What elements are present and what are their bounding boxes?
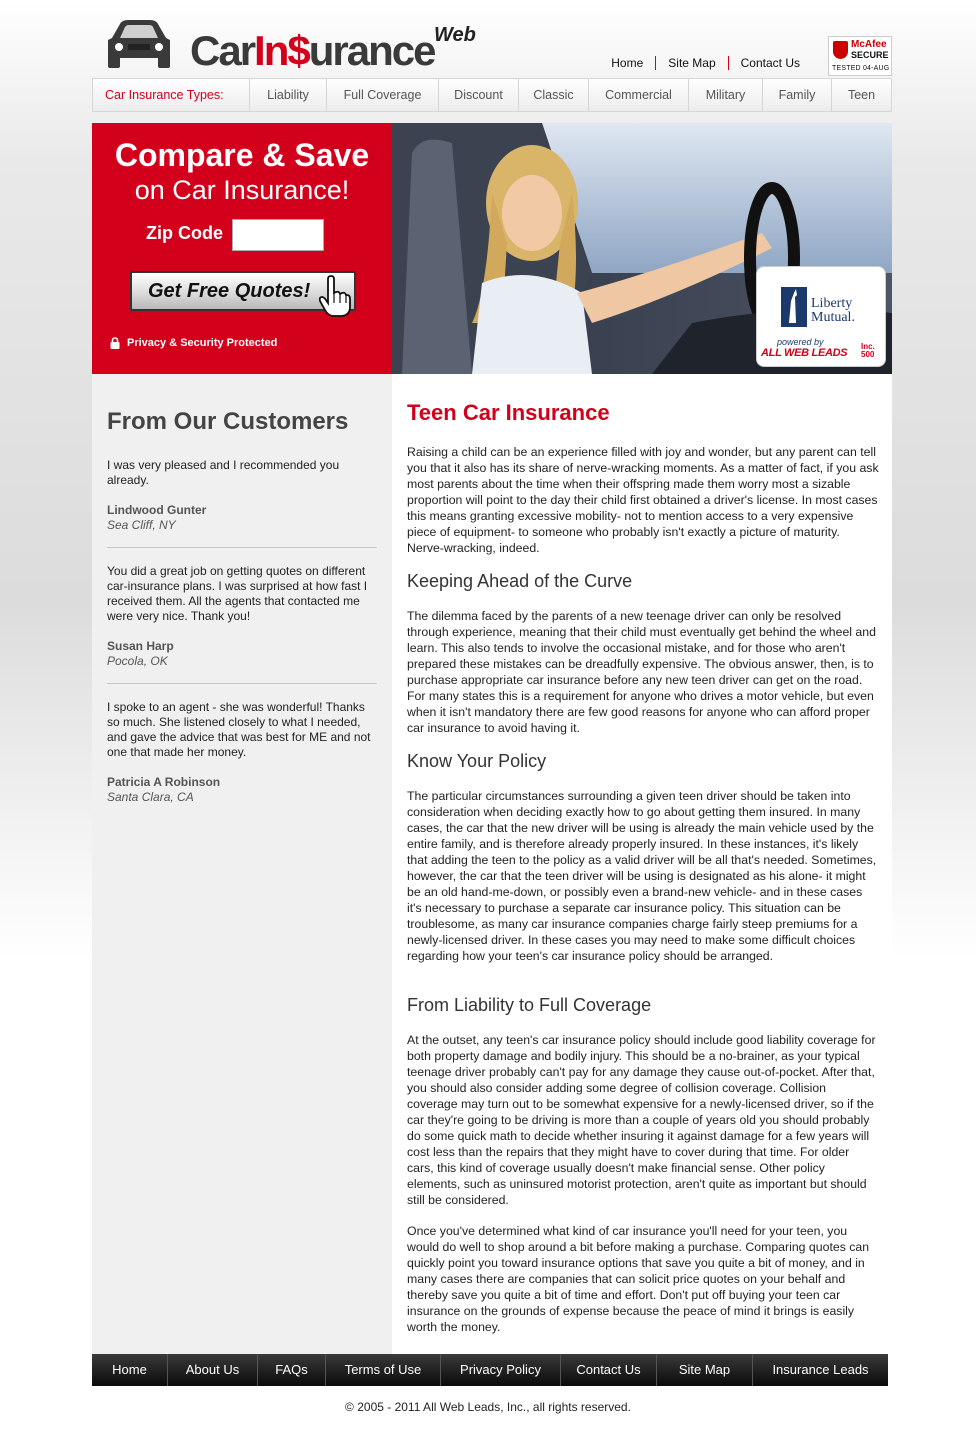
closing-paragraph: Once you've determined what kind of car insurance you'll need for your teen, you would do well to shop around a bit before making a purchase. Comparing quotes can quickly point you toward insurance options that save you quite a bit of money, and in many cases there are companies that can solicit price quotes on your behalf and thereby save you quite a bit of time and effort. Don't put off buying your teen car insurance on the grounds of expense because the peace of mind it brings is easily worth the money. bbox=[407, 1224, 870, 1334]
footer-link-terms-of-use[interactable]: Terms of Use bbox=[325, 1354, 440, 1386]
page-title: Teen Car Insurance bbox=[407, 400, 610, 425]
testimonial-location: Sea Cliff, NY bbox=[107, 518, 176, 532]
mcafee-secure-badge[interactable] bbox=[828, 36, 892, 76]
type-family[interactable]: Family bbox=[762, 78, 831, 112]
testimonial-name: Patricia A Robinson bbox=[107, 775, 221, 789]
sidebar-title: From Our Customers bbox=[107, 408, 349, 435]
pointer-hand-icon bbox=[318, 275, 352, 317]
top-link-home[interactable]: Home bbox=[611, 56, 644, 70]
zip-code-input[interactable] bbox=[232, 219, 324, 251]
car-logo-icon bbox=[104, 18, 174, 70]
promo-subtitle: on Car Insurance! bbox=[134, 175, 350, 205]
get-free-quotes-button[interactable]: Get Free Quotes! bbox=[130, 271, 356, 311]
footer-link-faqs[interactable]: FAQs bbox=[257, 1354, 325, 1386]
inc-500-text: Inc. 500 bbox=[861, 342, 875, 359]
section-heading: Keeping Ahead of the Curve bbox=[407, 571, 633, 591]
testimonial bbox=[107, 458, 377, 533]
testimonial-quote: You did a great job on getting quotes on different car-insurance plans. I was surprised at how fast I received them. All the agents that contacted me were very nice. Thank you! bbox=[107, 564, 368, 623]
main-content bbox=[392, 374, 892, 1354]
mcafee-line2: SECURE bbox=[851, 50, 889, 60]
zip-code-label: Zip Code bbox=[146, 223, 223, 243]
privacy-text: Privacy & Security Protected bbox=[127, 337, 278, 349]
testimonial-quote: I was very pleased and I recommended you already. bbox=[107, 458, 340, 487]
logo-wordmark: CarIn$urance bbox=[190, 27, 435, 74]
footer-link-contact-us[interactable]: Contact Us bbox=[560, 1354, 656, 1386]
footer-link-insurance-leads[interactable]: Insurance Leads bbox=[752, 1354, 888, 1386]
promo-title: Compare & Save bbox=[114, 137, 370, 173]
logo-web-text: Web bbox=[434, 24, 476, 46]
type-classic[interactable]: Classic bbox=[518, 78, 588, 112]
testimonial-name: Susan Harp bbox=[107, 639, 174, 653]
customer-testimonials-sidebar bbox=[92, 374, 392, 1354]
powered-by-text: powered by bbox=[777, 337, 824, 347]
top-link-site-map[interactable]: Site Map bbox=[655, 56, 727, 70]
site-logo[interactable] bbox=[104, 14, 474, 74]
type-discount[interactable]: Discount bbox=[438, 78, 518, 112]
site-header bbox=[92, 0, 892, 78]
footer-link-about-us[interactable]: About Us bbox=[167, 1354, 257, 1386]
insurance-types-nav bbox=[92, 78, 892, 112]
type-commercial[interactable]: Commercial bbox=[588, 78, 688, 112]
testimonial bbox=[107, 564, 377, 669]
section-heading: From Liability to Full Coverage bbox=[407, 995, 652, 1015]
lock-icon bbox=[110, 337, 120, 349]
mcafee-line1: McAfee bbox=[851, 39, 887, 50]
testimonial-divider bbox=[107, 683, 377, 684]
top-links bbox=[599, 56, 812, 70]
type-full-coverage[interactable]: Full Coverage bbox=[326, 78, 438, 112]
mcafee-shield-icon bbox=[833, 41, 848, 59]
footer-link-privacy-policy[interactable]: Privacy Policy bbox=[440, 1354, 560, 1386]
insurance-types-label: Car Insurance Types: bbox=[105, 88, 224, 102]
liberty-mutual-badge[interactable] bbox=[756, 266, 886, 367]
liberty-mutual-text: Liberty Mutual. bbox=[811, 296, 855, 325]
testimonial-location: Santa Clara, CA bbox=[107, 790, 194, 804]
footer-nav bbox=[92, 1354, 888, 1386]
testimonial-quote: I spoke to an agent - she was wonderful! Thanks so much. She listened closely to what I needed, and gave the advice that was best for ME and not one that made her money. bbox=[107, 700, 371, 759]
section-heading: Know Your Policy bbox=[407, 751, 547, 771]
testimonial-name: Lindwood Gunter bbox=[107, 503, 207, 517]
testimonial-divider bbox=[107, 547, 377, 548]
footer-link-home[interactable]: Home bbox=[112, 1362, 147, 1377]
type-liability[interactable]: Liability bbox=[249, 78, 326, 112]
testimonial bbox=[107, 700, 377, 805]
section-paragraph: The particular circumstances surrounding a given teen driver should be taken into consideration when deciding exactly how to go about getting them insured. In many cases, the car that the new driver will be using is already the main vehicle used by the entire family, and is therefore already properly insured. In these instances, it's likely that adding the teen to the policy as a valid driver will be all that's needed. Sometimes, however, the car that the teen driver will be using is designated as his alone- it might be an old hand-me-down, or possibly even a brand-new vehicle- and in these cases it's necessary to purchase a separate car insurance policy. This situation can be troublesome, as many car insurance companies charge fairly steep premiums for a newly-licensed driver. In these cases you may need to make some difficult choices regarding how your teen's car insurance policy should be arranged. bbox=[407, 789, 877, 963]
all-web-leads-text: ALL WEB LEADS bbox=[761, 347, 848, 359]
privacy-notice bbox=[110, 337, 277, 349]
hero-photo-teen-driver bbox=[392, 123, 892, 374]
quote-form-panel bbox=[92, 123, 392, 374]
type-teen[interactable]: Teen bbox=[831, 78, 891, 112]
intro-paragraph: Raising a child can be an experience filled with joy and wonder, but any parent can tell you that it also has its share of nerve-wracking moments. As a matter of fact, if you ask most parents about the time when their offspring made them worry most a sizable proportion will point to the day their child first obtained a driver's license. In most cases this means granting excessive mobility- not to mention access to a very expensive piece of equipment- to someone who probably isn't exactly a picture of maturity. Nerve-wracking, indeed. bbox=[407, 445, 879, 555]
top-link-contact-us[interactable]: Contact Us bbox=[728, 56, 812, 70]
statue-of-liberty-icon bbox=[781, 287, 807, 327]
copyright-text: © 2005 - 2011 All Web Leads, Inc., all rights reserved. bbox=[345, 1400, 631, 1414]
mcafee-tested: TESTED 04-AUG bbox=[832, 65, 890, 72]
footer-link-site-map[interactable]: Site Map bbox=[656, 1354, 752, 1386]
section-paragraph: At the outset, any teen's car insurance policy should include good liability coverage for both property damage and bodily injury. This should be a no-brainer, as your typical teenage driver probably can't pay for any damage they cause out-of-pocket. After that, you should also consider adding some degree of collision coverage. Collision coverage may turn out to be somewhat expensive for a newly-licensed driver, so if the car they're going to be driving is more than a couple of years old you should probably do some quick math to decide whether insuring it against damage for a few years will cost less than the repairs that they might have to cover during that time. For older cars, this kind of coverage usually doesn't make financial sense. Other policy elements, such as uninsured motorist protection, aren't quite as important but should still be considered. bbox=[407, 1033, 876, 1207]
section-paragraph: The dilemma faced by the parents of a new teenage driver can only be resolved through experience, meaning that their child must eventually get behind the wheel and learn. This also tends to involve the occasional mistake, and for those who aren't prepared these mistakes can be dreadfully expensive. The obvious answer, then, is to purchase appropriate car insurance before any new teen driver can get on the road. For many states this is a requirement for anyone who drives a motor vehicle, but even when it isn't mandatory there are few good reasons for anyone who can afford proper car insurance to avoid having it. bbox=[407, 609, 876, 735]
type-military[interactable]: Military bbox=[688, 78, 762, 112]
hero-banner bbox=[92, 123, 892, 374]
testimonial-location: Pocola, OK bbox=[107, 654, 168, 668]
